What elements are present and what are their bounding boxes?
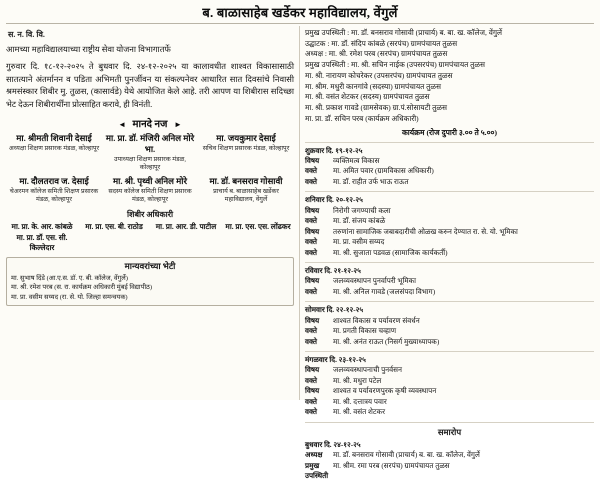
officers-heading: शिबीर अधिकारी xyxy=(126,209,174,219)
entry-value: मा. श्री. दत्तात्रय पवार xyxy=(333,397,387,406)
right-column xyxy=(300,26,600,480)
schedule-entry xyxy=(305,386,594,396)
entry-label: वक्ते xyxy=(305,238,317,247)
entry-label: वक्ते xyxy=(305,327,317,336)
closing-entry xyxy=(305,461,594,481)
officer-name: मा. प्रा. एस. एस. लोंढकर xyxy=(225,221,291,231)
committee-member xyxy=(198,176,294,204)
entry-label: वक्ते xyxy=(305,287,317,296)
logo-caption: स. न. वि. वि. xyxy=(8,30,45,39)
right-header-line: मा. प्रा. डॉ. सचिन परब (कार्यक्रम अधिकारी) xyxy=(305,113,419,123)
schedule-entry xyxy=(305,156,594,166)
entry-value: मा. श्रीम. रमा परब (सरपंच) ग्रामपंचायत तुळस xyxy=(333,461,450,470)
entry-value: मा. डॉ. बनसराव गोसावी (प्राचार्य) ब. बा. ख. कॉलेज, वेंगुर्ले xyxy=(333,451,480,460)
right-header-line: प्रमुख उपस्थिती : मा. डॉ. बनसराव गोसावी (प्राचार्य) ब. बा. ख. कॉलेज, वेंगुर्ले xyxy=(305,28,502,37)
entry-value: मा. डॉ. राहीत उर्फ भाऊ राऊत xyxy=(333,177,409,186)
entry-value: मा. श्री. अनंत राऊत (निसर्ग मुख्याध्यापक) xyxy=(333,337,440,346)
schedule-date: मंगळवार दि. २३-१२-२५ xyxy=(305,356,366,365)
schedule-date: शुक्रवार दि. १९-१२-२५ xyxy=(305,146,363,155)
member-name: मा. प्रा. डॉ. मंजिरी अनिल मोरे भा. xyxy=(105,133,195,154)
day-divider xyxy=(305,422,594,423)
title-divider xyxy=(6,23,594,24)
entry-label: अध्यक्ष xyxy=(305,451,323,460)
left-column xyxy=(0,26,300,400)
right-header-line: मा. श्री. प्रकाश गावडे (ग्रामसेवक) ग्रा.पं.सोसायटी तुळस xyxy=(305,103,447,113)
schedule-date: रविवार दि. २१-१२-२५ xyxy=(305,266,361,275)
officer-name-secondary xyxy=(150,233,222,252)
entry-label: वक्ते xyxy=(305,397,317,406)
schedule-entry xyxy=(305,337,594,347)
schedule-entry xyxy=(305,397,594,407)
day-divider xyxy=(305,351,594,352)
right-arrow-icon: ► xyxy=(173,120,182,130)
entry-value: व्यक्तिमत्व विकास xyxy=(333,157,380,166)
entry-label: वक्ते xyxy=(305,167,317,176)
schedule-entry xyxy=(305,287,594,297)
guest-line: मा. श्री. रमेश परब (स. रा. कार्यक्रम अधिकारी मुंबई विद्यापीठ) xyxy=(11,284,153,292)
guest-line: मा. सुभाष दिंडे (आ.ए.स. डॉ. ए. बी. कॉलेज, वेंगुर्ले) xyxy=(11,274,128,282)
member-role: प्राचार्य ब. बाळासाहेब खर्डेकर महाविद्यालय, वेंगुर्ले xyxy=(213,188,279,204)
entry-label: विषय xyxy=(305,157,320,166)
entry-label: विषय xyxy=(305,277,320,286)
right-header-line: प्रमुख उपस्थिती : मा. श्री. सचिन नाईक (उपसरपंच) ग्रामपंचायत तुळस xyxy=(305,60,486,70)
officer-name-secondary: मा. प्रा. डॉ. एस. सी. किल्लेदार xyxy=(16,233,68,252)
member-role: सचिव शिक्षण प्रसारक मंडळ, कोल्हापूर xyxy=(202,144,290,152)
entry-label: विषय xyxy=(305,366,320,375)
schedule-entry xyxy=(305,216,594,226)
schedule-date: सोमवार दि. २२-१२-२५ xyxy=(305,306,364,315)
committee-row-2 xyxy=(6,176,294,204)
entry-value: मा. अमित पवार (ग्रामविकास अधिकारी) xyxy=(333,167,434,176)
schedule-entry xyxy=(305,316,594,326)
schedule-entry xyxy=(305,206,594,216)
committee-member xyxy=(6,176,102,204)
entry-value: मा. श्री. वसंत शेटकर xyxy=(333,408,386,417)
guest-visits-heading: मान्यवरांच्या भेटी xyxy=(124,260,176,271)
right-header-line: मा. श्री. नारायण कोचरेकर (उपसरपंच) ग्रामपंचायत तुळस xyxy=(305,70,453,80)
member-name: मा. डॉ. बनसराव गोसावी xyxy=(209,176,283,187)
intro-line-2: गुरुवार दि. १८-१२-२०२५ ते बुधवार दि. २४-१२-२०२५ या कालावधीत शाश्वत विकासासाठी सातत्याने अंतर्मानन व पडिता अभिमती पुनर्जीवन या संकल्पनेवर आधारित सात दिवसांचे निवासी श्रमसंस्कार शिबीर मु. तुळस, (कासार्वडे) येथे आयोजित केले आहे. तरी आपण या शिबीरास सदिच्छा भेट देऊन शिबीरार्थींना प्रोत्साहित करावे, ही विनंती. xyxy=(6,62,294,109)
officers-row-secondary xyxy=(6,233,294,252)
entry-label: वक्ते xyxy=(305,217,317,226)
committee-row-1 xyxy=(6,133,294,172)
schedule-entry xyxy=(305,326,594,336)
entry-value: जलव्यवस्थापन पुनर्वापरी भूमिका xyxy=(333,277,417,286)
committee-member xyxy=(102,176,198,204)
member-role: चेअरमन कॉलेज समिती शिक्षण प्रसारक मंडळ, कोल्हापूर xyxy=(9,188,99,204)
two-column-body xyxy=(0,26,600,480)
entry-label: विषय xyxy=(305,206,320,215)
member-role: सदस्य कॉलेज समिती शिक्षण प्रसारक मंडळ, कोल्हापूर xyxy=(108,188,192,204)
right-header-line: मा. श्री. वसंत शेटकर (सदस्य) ग्रामपंचायत तुळस xyxy=(305,92,430,102)
entry-label: वक्ते xyxy=(305,248,317,257)
officers-row xyxy=(6,222,294,232)
right-header-line: उद्घाटक : मा. डॉ. संदिप कांबळे (सरपंच) ग्रामपंचायत तुळस xyxy=(305,38,458,48)
closing-entry xyxy=(305,450,594,460)
entry-label: विषय xyxy=(305,316,320,325)
member-name: मा. श्री. पृथ्वी अनिल मोरे xyxy=(112,176,188,187)
schedule-entry xyxy=(305,237,594,247)
program-time-heading: कार्यक्रम (रोज दुपारी ३.०० ते ५.००) xyxy=(401,127,498,137)
committee-member xyxy=(102,133,198,172)
guest-visits-box xyxy=(6,257,294,307)
intro-line-1: आमच्या महाविद्यालयाच्या राष्ट्रीय सेवा योजना विभागातर्फे xyxy=(6,45,171,54)
officer-name-secondary xyxy=(78,233,150,252)
entry-label: वक्ते xyxy=(305,376,317,385)
schedule-entry xyxy=(305,407,594,417)
entry-label: वक्ते xyxy=(305,408,317,417)
entry-value: शाश्वत विकास व पर्यावरण संवर्धन xyxy=(333,316,420,325)
entry-label: प्रमुख उपस्थिती xyxy=(305,461,329,480)
left-arrow-icon: ◄ xyxy=(118,120,127,130)
program-divider xyxy=(305,142,594,143)
officer-name: मा. प्रा. के. आर. कांबळे xyxy=(11,221,73,231)
member-role: उपाध्यक्षा शिक्षण प्रसारक मंडळ, कोल्हापूर xyxy=(114,155,186,171)
schedule-day xyxy=(305,266,594,297)
schedule-entry xyxy=(305,166,594,176)
schedule-date: शनिवार दि. २०-१२-२५ xyxy=(305,196,363,205)
schedule-day xyxy=(305,305,594,347)
entry-value: निरोगी जगण्याची कला xyxy=(333,206,391,215)
schedule-entry xyxy=(305,248,594,258)
honour-banner xyxy=(6,116,294,130)
entry-value: मा. श्री. अनिल गावडे (जलसंपदा विभाग) xyxy=(333,287,436,296)
right-header-line: अध्यक्ष : मा. श्री. रमेश परब (सरपंच) ग्रामपंचायत तुळस xyxy=(305,49,448,59)
entry-value: मा. प्रा. वसीम सय्यद xyxy=(333,238,385,247)
officer-name-secondary xyxy=(222,233,294,252)
member-name: मा. दौलतराव ज. देसाई xyxy=(19,176,89,187)
officer-name: मा. प्रा. आर. डी. पाटील xyxy=(155,221,217,231)
member-name: मा. जयकुमार देसाई xyxy=(216,133,276,144)
schedule-day xyxy=(305,195,594,258)
closing-heading: समारोप xyxy=(437,427,462,437)
entry-label: विषय xyxy=(305,387,320,396)
guest-line: मा. प्रा. वसीम सय्यद (रा. से. यो. जिल्हा समन्वयक) xyxy=(11,293,128,301)
schedule-entry xyxy=(305,376,594,386)
entry-value: मा. श्री. सुजाता पडवळ (सामाजिक कार्यकर्ती) xyxy=(333,248,448,257)
entry-label: वक्ते xyxy=(305,337,317,346)
day-divider xyxy=(305,262,594,263)
entry-value: शाश्वत व पर्यावरणपुरक कृषी व्यवस्थापन xyxy=(333,387,437,396)
closing-day xyxy=(305,440,594,481)
entry-label: वक्ते xyxy=(305,177,317,186)
entry-value: तरुणांना सामाजिक जबाबदारीची ओळख करुन देण्यात रा. से. यो. भूमिका xyxy=(333,227,518,236)
committee-member xyxy=(6,133,102,172)
schedule-entry xyxy=(305,227,594,237)
schedule-entry xyxy=(305,276,594,286)
member-role: अध्यक्षा शिक्षण प्रसारक मंडळ, कोल्हापूर xyxy=(8,144,100,152)
closing-date: बुधवार दि. २४-१२-२५ xyxy=(305,440,361,449)
entry-label: विषय xyxy=(305,227,320,236)
honour-banner-label: मानदे नज xyxy=(132,119,168,131)
committee-member xyxy=(198,133,294,172)
schedule-day xyxy=(305,146,594,188)
entry-value: मा. डॉ. संजय कांबळे xyxy=(333,217,386,226)
entry-value: जलव्यवस्थापनाची पुनर्वसन xyxy=(333,366,403,375)
schedule-day xyxy=(305,355,594,418)
officer-name: मा. प्रा. एस. बी. राठोड xyxy=(85,221,143,231)
day-divider xyxy=(305,191,594,192)
entry-value: मा. श्री. मधुरा पटेल xyxy=(333,376,382,385)
entry-value: मा. प्रगती विकास चव्हाण xyxy=(333,327,397,336)
schedule-entry xyxy=(305,177,594,187)
schedule-entry xyxy=(305,365,594,375)
page-title: ब. बाळासाहेब खर्डेकर महाविद्यालय, वेंगुर्ले xyxy=(202,5,398,20)
member-name: मा. श्रीमती शिवानी देसाई xyxy=(16,133,92,144)
right-header-line: मा. श्रीम. मधुरी कानगांवे (सदस्या) ग्रामपंचायत तुळस xyxy=(305,81,442,91)
day-divider xyxy=(305,301,594,302)
